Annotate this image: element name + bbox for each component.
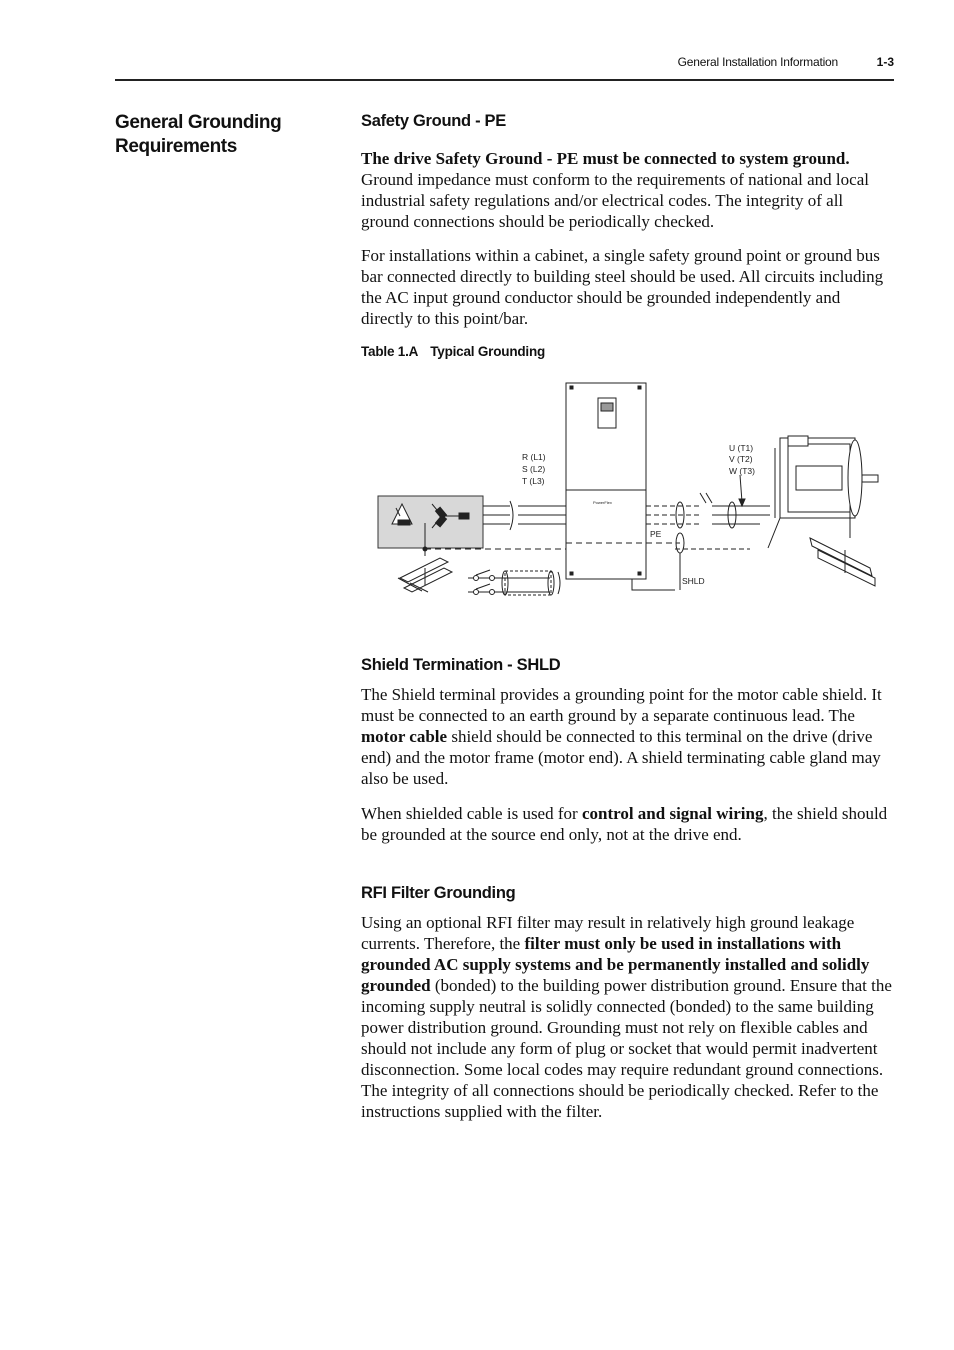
input-label-t: T (L3): [522, 476, 545, 486]
safety-ground-p1-text: Ground impedance must conform to the requirements of national and local industrial safety regulations and/or electrical codes. The integrity of all ground connections should be periodically checked.: [361, 170, 869, 231]
typical-grounding-diagram: [370, 378, 890, 608]
safety-ground-paragraph-1: [361, 148, 894, 232]
side-heading: General Grounding Requirements: [115, 112, 282, 157]
shield-termination-heading: Shield Termination - SHLD: [361, 656, 561, 674]
control-wiring-switches-icon: [468, 570, 560, 595]
motor-cable-bold: motor cable: [361, 727, 448, 746]
table-caption: [361, 344, 894, 359]
table-title: Typical Grounding: [430, 344, 546, 359]
rfi-text-b: (bonded) to the building power distribution ground. Ensure that the incoming supply neutral is solidly connected (bonded) to the same building power distribution ground. Grounding must not rely on flexible cables and should not include any form of plug or socket that would permit inadvertent disconnection. Some local codes may require redundant ground connections. The integrity of all connections should be periodically checked. Refer to the instructions supplied with the filter.: [361, 976, 892, 1121]
control-signal-wiring-bold: control and signal wiring: [581, 804, 764, 823]
shield-termination-paragraph-1: [361, 684, 894, 789]
pe-label: PE: [650, 529, 662, 539]
header-section-title: General Installation Information: [677, 55, 838, 69]
motor-icon: [775, 436, 878, 538]
shield-p1-text-a: The Shield terminal provides a grounding point for the motor cable shield. It must be connected to an earth ground by a separate continuous lead. The: [361, 685, 882, 725]
shield-p2-text-b: , the shield should be grounded at the source end only, not at the drive end.: [361, 804, 888, 844]
building-steel-right-icon: [810, 538, 875, 586]
input-label-s: S (L2): [522, 464, 546, 474]
input-label-r: R (L1): [522, 452, 546, 462]
output-label-w: W (T3): [729, 466, 755, 476]
shield-p1-text-b: shield should be connected to this terminal on the drive (drive end) and the motor frame (motor end). A shield terminating cable gland may also be used.: [361, 727, 881, 788]
safety-ground-paragraph-2: For installations within a cabinet, a single safety ground point or ground bus bar connected directly to building steel should be used. All circuits including the AC input ground conductor should be grounded independently and directly to this point/bar.: [361, 246, 884, 328]
drive-cabinet-icon: [566, 383, 646, 579]
table-number: Table 1.A: [361, 344, 419, 359]
rfi-filter-bold-requirement: filter must only be used in installations with grounded AC supply systems and be permanently installed and solidly grounded: [361, 934, 870, 995]
safety-ground-heading: Safety Ground - PE: [361, 112, 506, 130]
output-label-u: U (T1): [729, 443, 754, 453]
rfi-filter-paragraph: [361, 912, 894, 1122]
rfi-text-a: Using an optional RFI filter may result in relatively high ground leakage currents. Therefore, the: [361, 913, 855, 953]
page-header: [115, 55, 894, 81]
input-terminal-labels: [522, 452, 546, 486]
shield-termination-paragraph-2: [361, 803, 894, 845]
shield-p2-text-a: When shielded cable is used for: [361, 804, 582, 823]
output-terminal-labels: [729, 443, 755, 476]
building-steel-left-icon: [398, 558, 452, 592]
safety-ground-bold-statement: The drive Safety Ground - PE must be connected to system ground.: [361, 149, 850, 168]
rfi-filter-heading: RFI Filter Grounding: [361, 884, 516, 902]
drive-brand-label: PowerFlex: [593, 500, 612, 505]
output-label-v: V (T2): [729, 454, 753, 464]
header-page-number: 1-3: [876, 55, 894, 69]
shld-label: SHLD: [682, 576, 705, 586]
